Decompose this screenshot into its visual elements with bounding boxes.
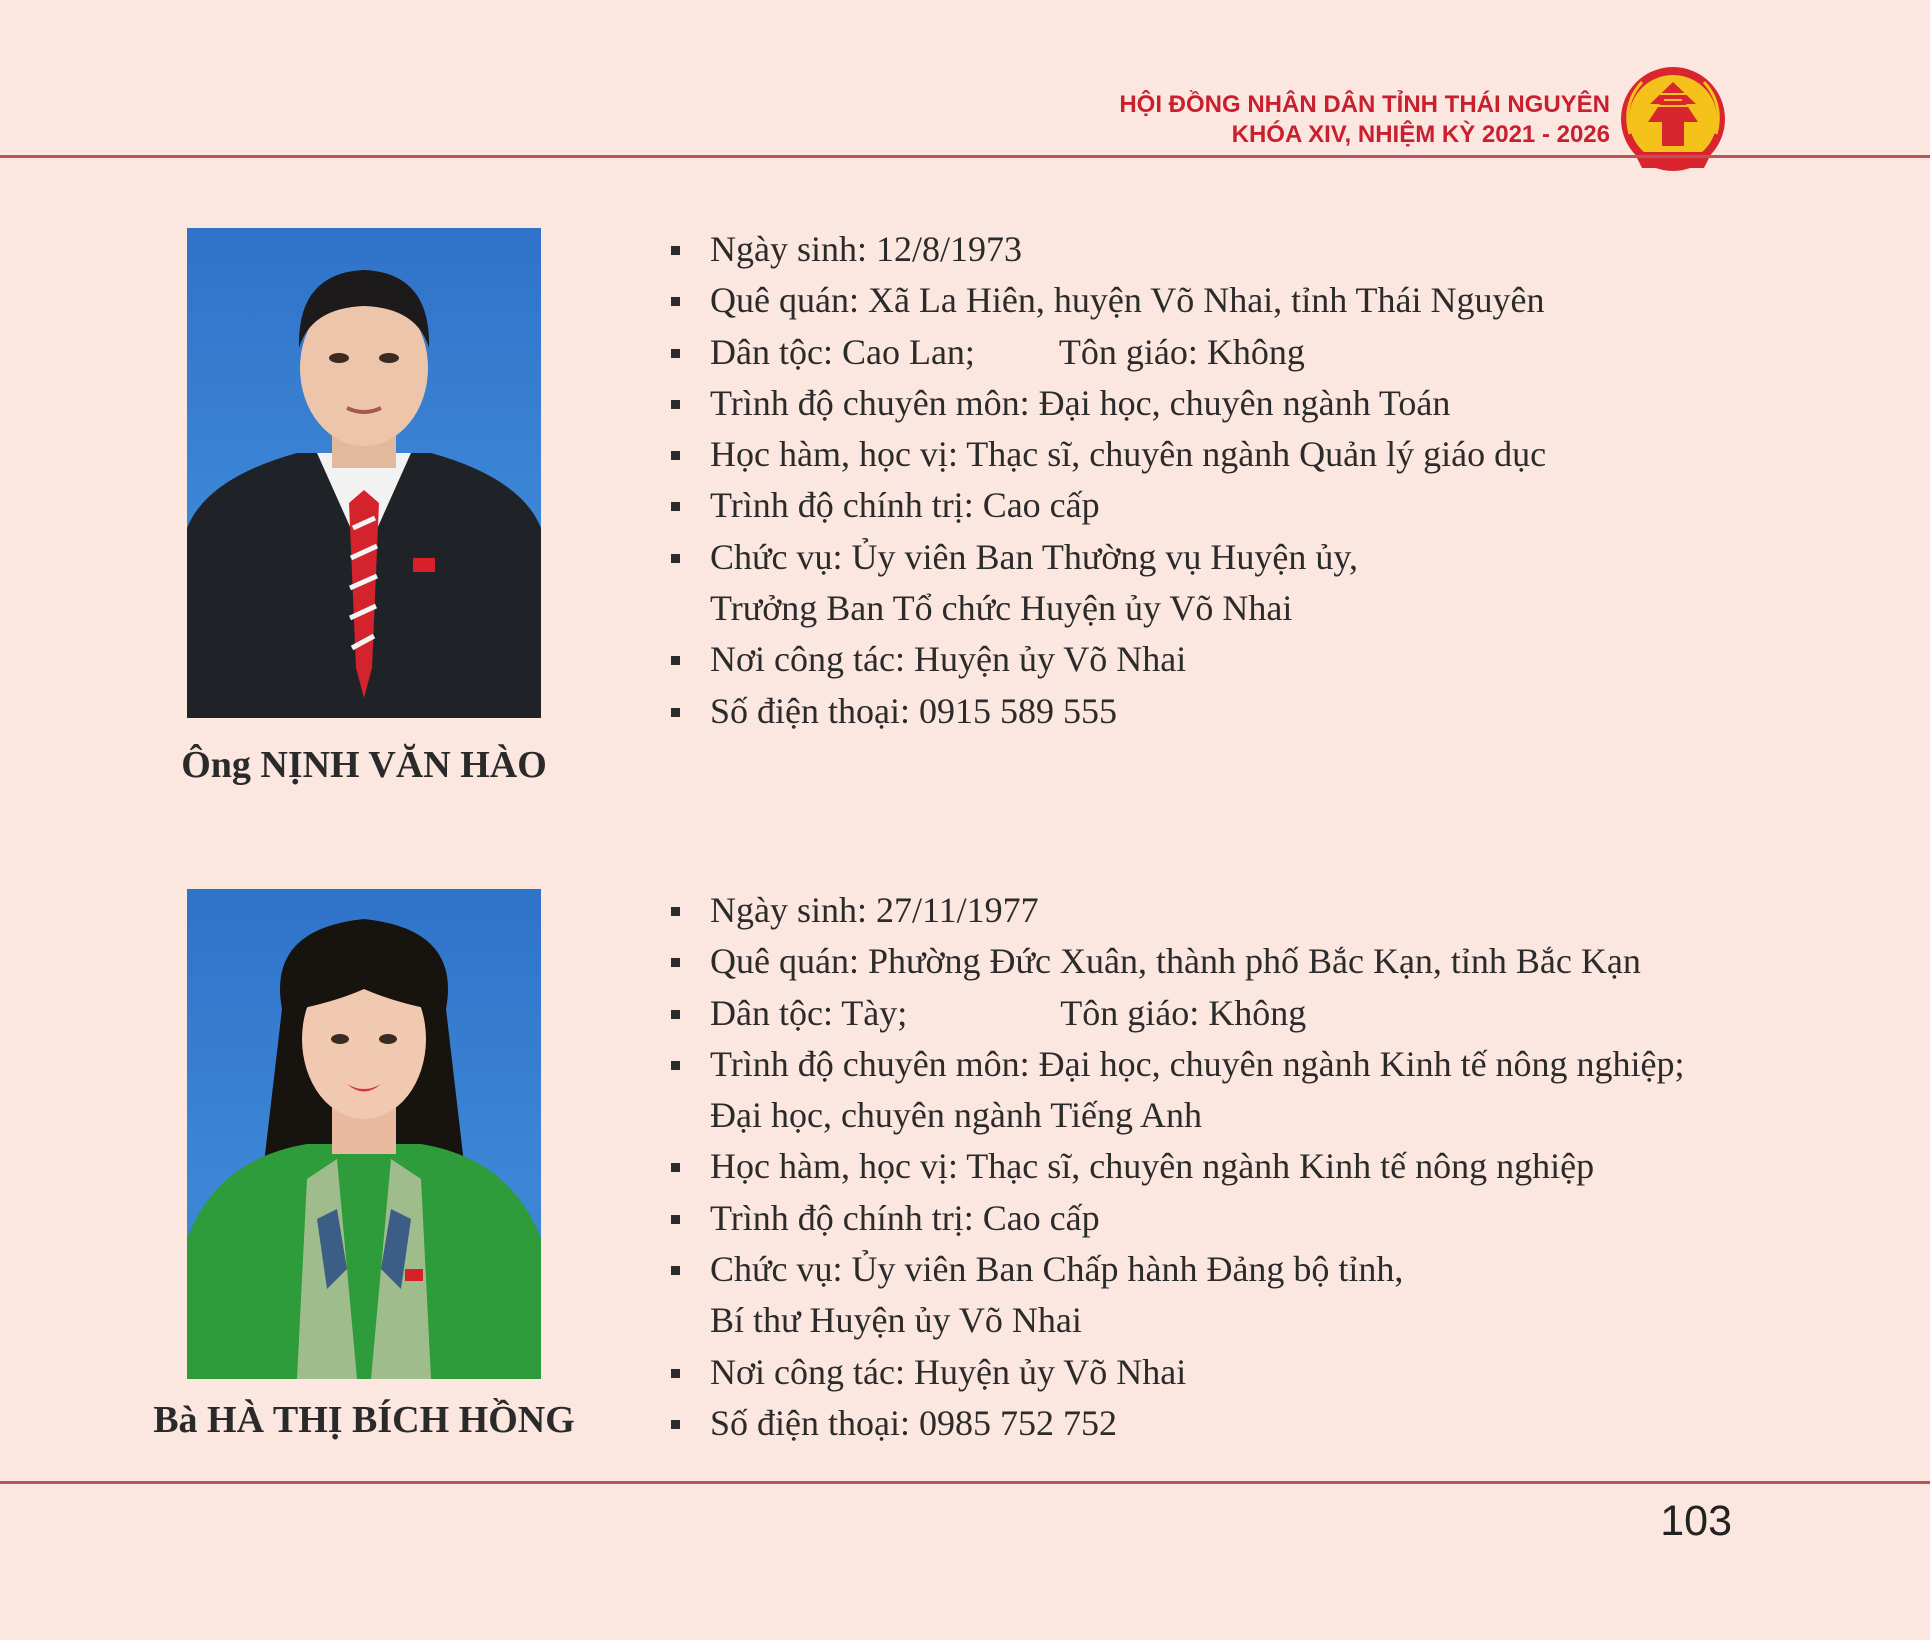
council-emblem-icon bbox=[1612, 64, 1734, 180]
info-religion: Tôn giáo: Không bbox=[1060, 992, 1307, 1033]
info-position bbox=[665, 1244, 1685, 1347]
info-position-line: Trưởng Ban Tổ chức Huyện ủy Võ Nhai bbox=[710, 588, 1293, 629]
portrait-photo bbox=[187, 228, 541, 718]
info-workplace: Nơi công tác: Huyện ủy Võ Nhai bbox=[665, 1347, 1685, 1398]
portrait-photo bbox=[187, 889, 541, 1379]
info-education-line: Trình độ chuyên môn: Đại học, chuyên ngành Kinh tế nông nghiệp; bbox=[710, 1043, 1685, 1084]
info-position-line: Chức vụ: Ủy viên Ban Thường vụ Huyện ủy, bbox=[710, 536, 1358, 577]
info-politics: Trình độ chính trị: Cao cấp bbox=[665, 480, 1546, 531]
person-name: Ông NỊNH VĂN HÀO bbox=[181, 744, 547, 786]
person-info-list bbox=[665, 885, 1685, 1449]
info-position bbox=[665, 532, 1546, 635]
info-phone: Số điện thoại: 0985 752 752 bbox=[665, 1398, 1685, 1449]
info-religion: Tôn giáo: Không bbox=[1058, 331, 1305, 372]
info-education bbox=[665, 1039, 1685, 1142]
header-subtitle: KHÓA XIV, NHIỆM KỲ 2021 - 2026 bbox=[1231, 121, 1610, 148]
info-ethnicity: Dân tộc: Tày; bbox=[710, 992, 908, 1033]
info-ethnicity: Dân tộc: Cao Lan; bbox=[710, 331, 975, 372]
info-education bbox=[665, 378, 1546, 429]
info-position-line: Bí thư Huyện ủy Võ Nhai bbox=[710, 1300, 1082, 1341]
page-header bbox=[1119, 90, 1610, 150]
info-degree: Học hàm, học vị: Thạc sĩ, chuyên ngành Quản lý giáo dục bbox=[665, 429, 1546, 480]
info-politics: Trình độ chính trị: Cao cấp bbox=[665, 1193, 1685, 1244]
info-workplace: Nơi công tác: Huyện ủy Võ Nhai bbox=[665, 634, 1546, 685]
info-hometown: Quê quán: Xã La Hiên, huyện Võ Nhai, tỉnh Thái Nguyên bbox=[665, 275, 1546, 326]
info-education-line: Trình độ chuyên môn: Đại học, chuyên ngành Toán bbox=[710, 382, 1451, 423]
header-rule bbox=[0, 155, 1930, 158]
info-birthdate: Ngày sinh: 12/8/1973 bbox=[665, 224, 1546, 275]
person-info-list bbox=[665, 224, 1546, 737]
info-position-line: Chức vụ: Ủy viên Ban Chấp hành Đảng bộ tỉnh, bbox=[710, 1249, 1404, 1290]
info-birthdate: Ngày sinh: 27/11/1977 bbox=[665, 885, 1685, 936]
info-ethnicity-religion bbox=[665, 988, 1685, 1039]
info-hometown: Quê quán: Phường Đức Xuân, thành phố Bắc Kạn, tỉnh Bắc Kạn bbox=[665, 936, 1685, 987]
info-degree: Học hàm, học vị: Thạc sĩ, chuyên ngành Kinh tế nông nghiệp bbox=[665, 1141, 1685, 1192]
person-name: Bà HÀ THỊ BÍCH HỒNG bbox=[153, 1399, 575, 1441]
info-phone: Số điện thoại: 0915 589 555 bbox=[665, 686, 1546, 737]
header-title: HỘI ĐỒNG NHÂN DÂN TỈNH THÁI NGUYÊN bbox=[1119, 91, 1610, 118]
footer-rule bbox=[0, 1481, 1930, 1484]
info-ethnicity-religion bbox=[665, 327, 1546, 378]
page-number: 103 bbox=[1660, 1497, 1732, 1545]
info-education-line: Đại học, chuyên ngành Tiếng Anh bbox=[710, 1095, 1202, 1136]
